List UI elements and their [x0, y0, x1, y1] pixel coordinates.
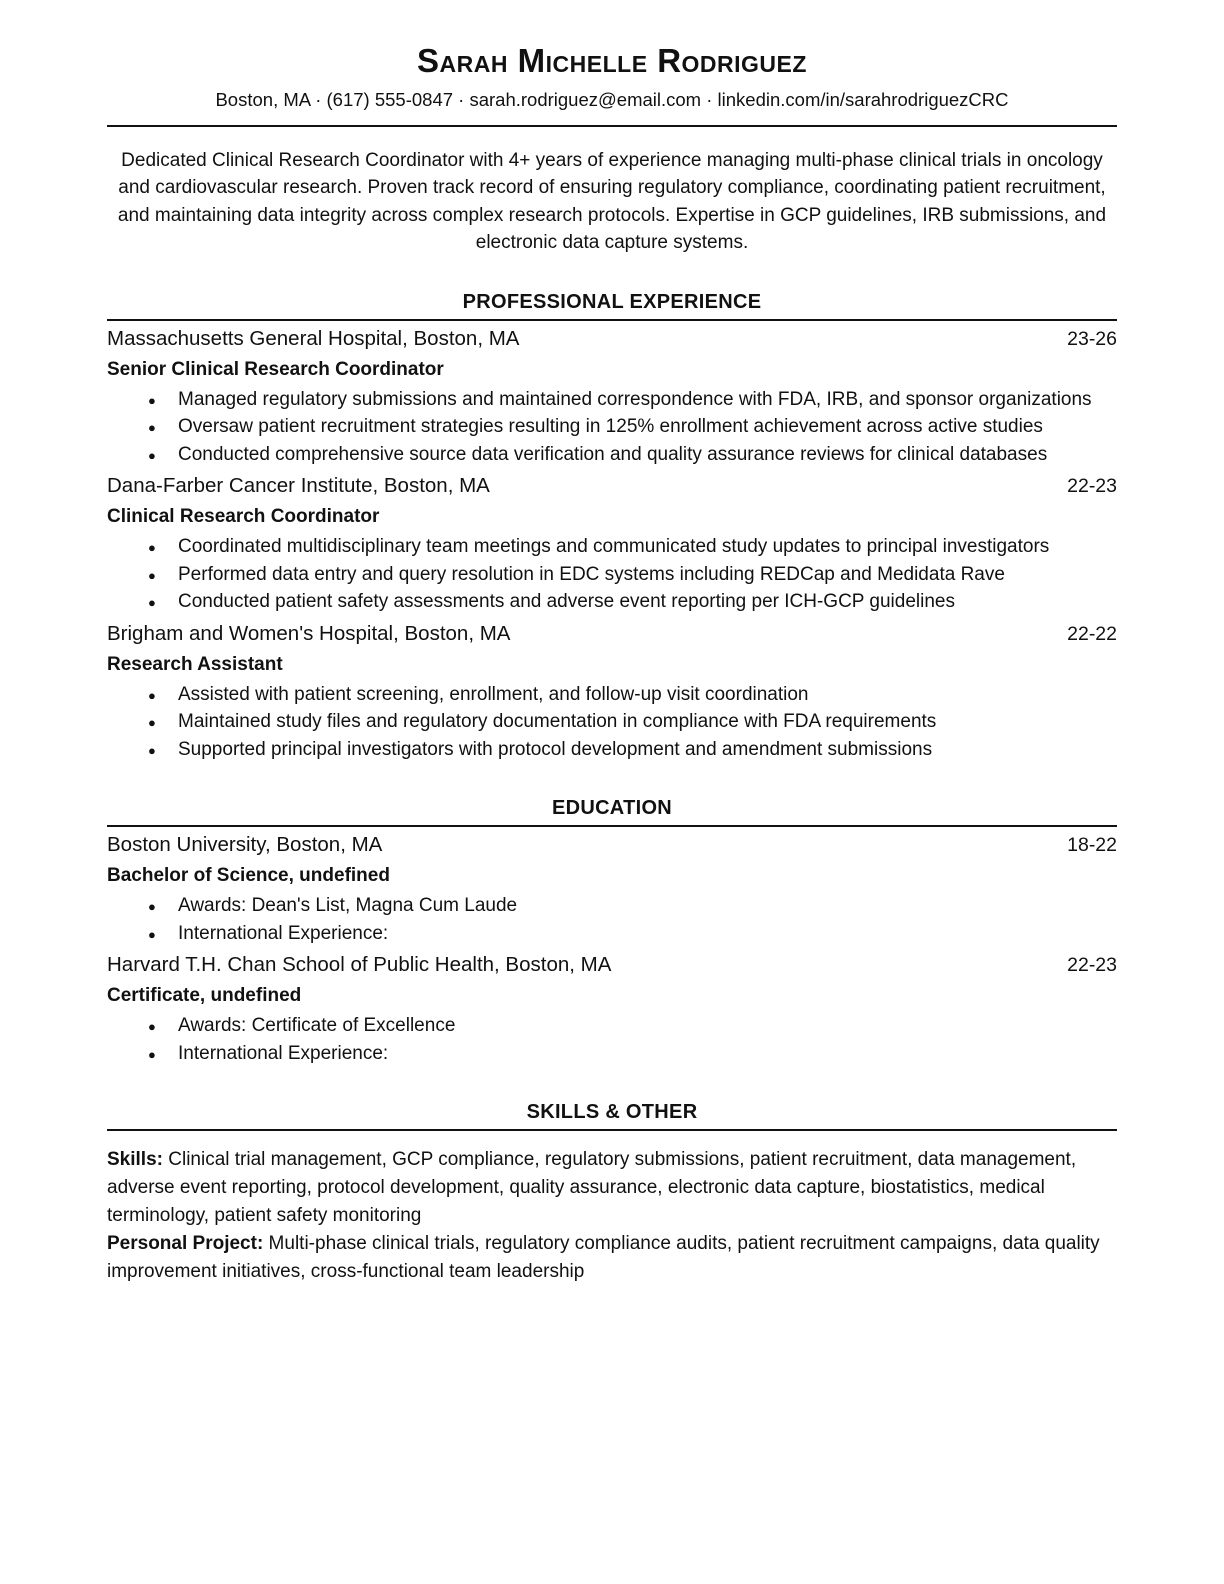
- bullet-item: ● Oversaw patient recruitment strategies resulting in 125% enrollment achievement across active studies: [107, 413, 1117, 441]
- section-title-skills: SKILLS & OTHER: [107, 1101, 1117, 1131]
- job-title: Senior Clinical Research Coordinator: [107, 358, 444, 380]
- entry-header: [107, 950, 1117, 980]
- resume-header: [107, 42, 1117, 112]
- bullet-list: [107, 681, 1117, 764]
- date-range: 22-23: [1067, 954, 1117, 977]
- bullet-item: ● Assisted with patient screening, enrollment, and follow-up visit coordination: [107, 681, 1117, 709]
- bullet-item: ● Maintained study files and regulatory documentation in compliance with FDA requirements: [107, 708, 1117, 736]
- bullet-item: ● Conducted patient safety assessments and adverse event reporting per ICH-GCP guidelines: [107, 588, 1117, 616]
- school-name: Boston University, Boston, MA: [107, 833, 383, 857]
- summary-paragraph: Dedicated Clinical Research Coordinator with 4+ years of experience managing multi-phase clinical trials in oncology and cardiovascular research. Proven track record of ensuring regulatory compliance, coordinating patient recruitment, and maintaining data integrity across complex research protocols. Expertise in GCP guidelines, IRB submissions, and electronic data capture systems.: [117, 149, 1107, 254]
- date-range: 18-22: [1067, 834, 1117, 857]
- company-name: Brigham and Women's Hospital, Boston, MA: [107, 621, 511, 645]
- bullet-item: ● International Experience:: [107, 1040, 1117, 1068]
- experience-entry-brigham: [107, 619, 1117, 764]
- degree-title: Bachelor of Science, undefined: [107, 865, 390, 887]
- bullet-list: [107, 1012, 1117, 1067]
- section-professional-experience: [107, 291, 1117, 764]
- bullet-list: [107, 892, 1117, 947]
- personal-project-label: Personal Project:: [107, 1233, 264, 1255]
- experience-entry-dana-farber: [107, 471, 1117, 616]
- bullet-item: ● International Experience:: [107, 920, 1117, 948]
- job-title: Clinical Research Coordinator: [107, 506, 380, 528]
- experience-entry-mgh: [107, 324, 1117, 469]
- bullet-item: ● Supported principal investigators with protocol development and amendment submissions: [107, 736, 1117, 764]
- entry-header: [107, 619, 1117, 649]
- date-range: 22-23: [1067, 475, 1117, 498]
- job-title: Research Assistant: [107, 653, 283, 675]
- section-title-education: EDUCATION: [107, 797, 1117, 827]
- degree-title: Certificate, undefined: [107, 985, 302, 1007]
- education-entry-bu: [107, 830, 1117, 947]
- skills-label: Skills:: [107, 1149, 163, 1171]
- company-name: Massachusetts General Hospital, Boston, MA: [107, 326, 520, 350]
- education-entry-harvard: [107, 950, 1117, 1067]
- personal-project-paragraph: [107, 1230, 1117, 1286]
- bullet-item: ● Coordinated multidisciplinary team meetings and communicated study updates to principal investigators: [107, 533, 1117, 561]
- personal-project-text: Multi-phase clinical trials, regulatory compliance audits, patient recruitment campaigns, data quality improvement initiatives, cross-functional team leadership: [107, 1233, 1100, 1283]
- bullet-item: ● Managed regulatory submissions and maintained correspondence with FDA, IRB, and sponsor organizations: [107, 386, 1117, 414]
- candidate-name: Sarah Michelle Rodriguez: [417, 42, 807, 79]
- school-name: Harvard T.H. Chan School of Public Health, Boston, MA: [107, 953, 612, 977]
- bullet-item: ● Awards: Dean's List, Magna Cum Laude: [107, 892, 1117, 920]
- bullet-list: [107, 533, 1117, 616]
- entry-header: [107, 324, 1117, 354]
- section-education: [107, 797, 1117, 1067]
- entry-header: [107, 830, 1117, 860]
- bullet-item: ● Performed data entry and query resolution in EDC systems including REDCap and Medidata Rave: [107, 561, 1117, 589]
- bullet-item: ● Conducted comprehensive source data verification and quality assurance reviews for clinical databases: [107, 441, 1117, 469]
- entry-header: [107, 471, 1117, 501]
- skills-paragraph: [107, 1146, 1117, 1230]
- bullet-list: [107, 386, 1117, 469]
- skills-text: Clinical trial management, GCP compliance, regulatory submissions, patient recruitment, data management, adverse event reporting, protocol development, quality assurance, electronic data capture, biostatistics, medical terminology, patient safety monitoring: [107, 1149, 1077, 1227]
- date-range: 22-22: [1067, 622, 1117, 645]
- section-title-experience: PROFESSIONAL EXPERIENCE: [107, 291, 1117, 321]
- contact-line: Boston, MA · (617) 555-0847 · sarah.rodriguez@email.com · linkedin.com/in/sarahrodriguezCRC: [215, 88, 1009, 110]
- company-name: Dana-Farber Cancer Institute, Boston, MA: [107, 474, 490, 498]
- header-divider: [107, 125, 1117, 127]
- section-skills-other: [107, 1101, 1117, 1286]
- bullet-item: ● Awards: Certificate of Excellence: [107, 1012, 1117, 1040]
- date-range: 23-26: [1067, 327, 1117, 350]
